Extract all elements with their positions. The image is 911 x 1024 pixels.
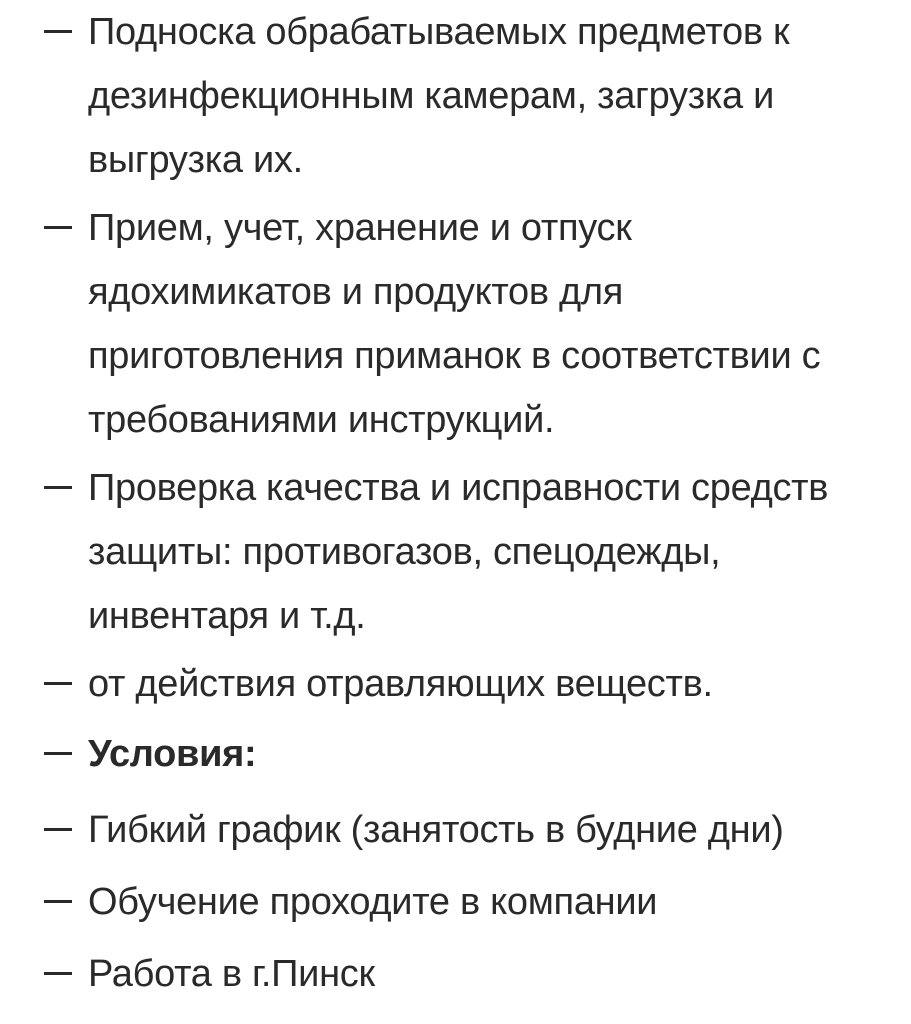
dash-bullet-icon xyxy=(44,486,72,489)
dash-bullet-icon xyxy=(44,900,72,903)
list-item-text: от действия отравляющих веществ. xyxy=(88,663,713,705)
list-item-text: Гибкий график (занятость в будние дни) xyxy=(88,809,784,851)
dash-bullet-icon xyxy=(44,226,72,229)
dash-bullet-icon xyxy=(44,30,72,33)
list-item-text: Обучение проходите в компании xyxy=(88,881,658,923)
dash-bullet-icon xyxy=(44,972,72,975)
list-item-text: Прием, учет, хранение и отпуск ядохимикатов и продуктов для приготовления приманок в соответствии с требованиями инструкций. xyxy=(88,207,821,441)
list-item-text: Проверка качества и исправности средств защиты: противогазов, спецодежды, инвентаря и т.д. xyxy=(88,467,829,637)
list-item-text: Работа в г.Пинск xyxy=(88,953,375,995)
list-item-text: Подноска обрабатываемых предметов к дезинфекционным камерам, загрузка и выгрузка их. xyxy=(88,11,790,181)
conditions-heading: Условия: xyxy=(88,733,257,775)
dash-bullet-icon xyxy=(44,828,72,831)
dash-bullet-icon xyxy=(44,682,72,685)
dash-bullet-icon xyxy=(44,752,72,755)
